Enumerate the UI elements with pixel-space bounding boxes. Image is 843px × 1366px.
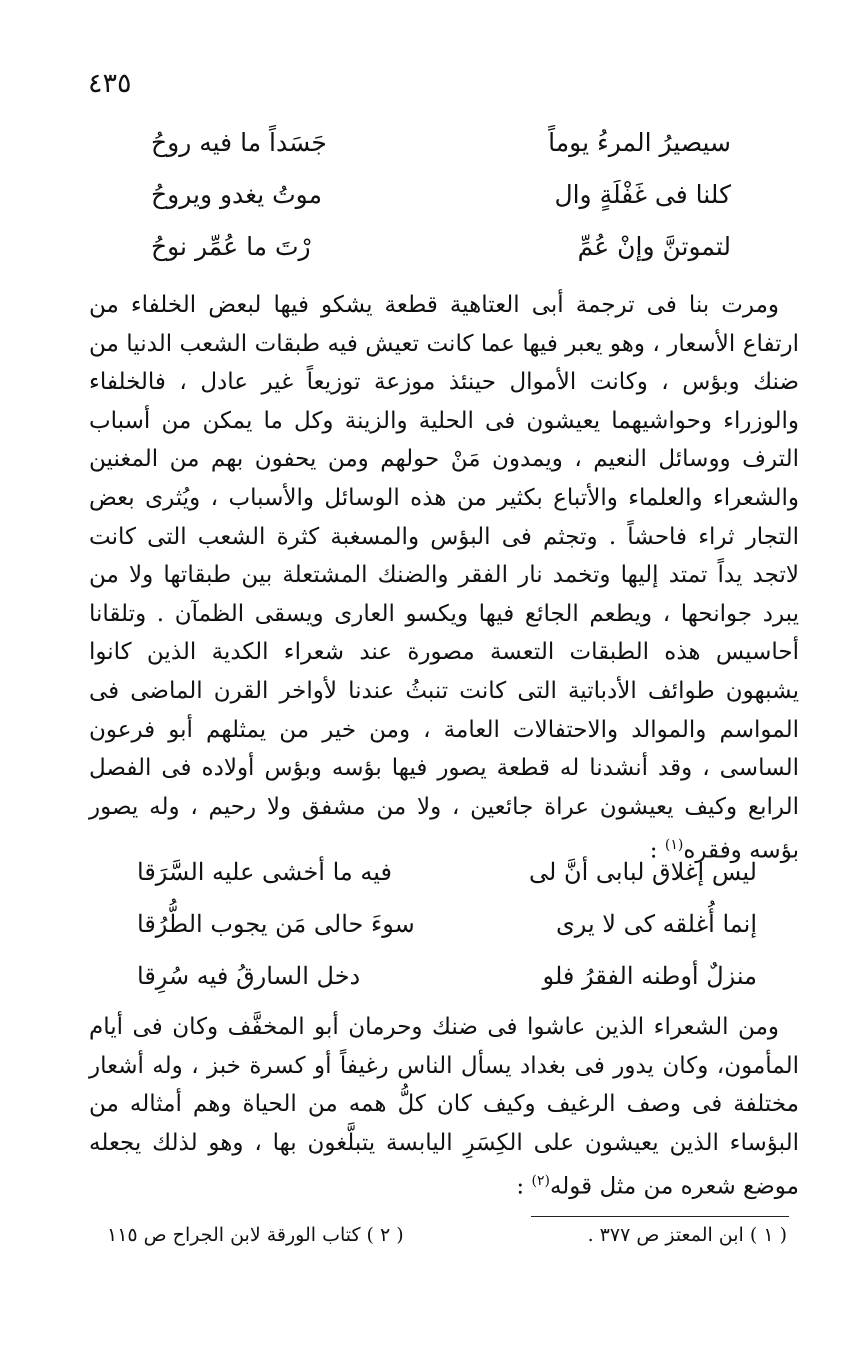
poem-2 xyxy=(137,858,757,1014)
hemistich-right: لتموتنَّ وإنْ عُمِّ xyxy=(577,232,731,261)
paragraph-2 xyxy=(89,1008,799,1207)
hemistich-right: ليس إغلاق لبابى أنَّ لى xyxy=(529,858,757,886)
paragraph-1-text xyxy=(89,286,799,871)
paragraph-2-text xyxy=(89,1008,799,1207)
footnotes xyxy=(107,1224,787,1254)
hemistich-right: كلنا فى غَفْلَةٍ وال xyxy=(554,180,731,209)
hemistich-left: فيه ما أخشى عليه السَّرَقا xyxy=(137,858,392,886)
footnote-ref-2: (٢) xyxy=(531,1173,550,1190)
poem2-verse-3 xyxy=(137,962,757,1014)
page-number: ٤٣٥ xyxy=(88,68,132,99)
poem1-verse-1 xyxy=(151,128,731,174)
footnote-divider xyxy=(531,1216,789,1217)
hemistich-right: منزلٌ أوطنه الفقرُ فلو xyxy=(542,962,757,990)
hemistich-right: إنما أُغلقه كى لا يرى xyxy=(555,910,757,938)
poem1-verse-2 xyxy=(151,180,731,226)
footnote-2: ( ٢ ) كتاب الورقة لابن الجراح ص ١١٥ xyxy=(107,1224,404,1246)
hemistich-left: موتُ يغدو ويروحُ xyxy=(151,180,322,209)
hemistich-left: سوءَ حالى مَن يجوب الطُّرُقا xyxy=(137,910,415,938)
paragraph-2-end: : xyxy=(516,1174,532,1201)
paragraph-1-body: ومرت بنا فى ترجمة أبى العتاهية قطعة يشكو فيها لبعض الخلفاء من ارتفاع الأسعار ، وهو يعبر فيها عما كانت تعيش فيه طبقات الشعب الدنيا من ضنك وبؤس ، وكانت الأموال حينئذ موزعة توزيعاً غير عادل ، فالخلفاء والوزراء وحواشيهما يعيشون فى الحلية والزينة وكل ما يمكن من أسباب الترف ووسائل النعيم ، ويمدون مَنْ حولهم ومن يحفون بهم من المغنين والشعراء والعلماء والأتباع بكثير من هذه الوسائل والأسباب ، ويُثرى بعض التجار ثراء فاحشاً . وتجثم فى البؤس والمسغبة كثرة الشعب التى كانت لاتجد يداً تمتد إليها وتخمد نار الفقر والضنك المشتعلة بين طبقاتها ولا من يبرد جوانحها ، ويطعم الجائع فيها ويكسو العارى ويسقى الظمآن . وتلقانا أحاسيس هذه الطبقات التعسة مصورة عند شعراء الكدية الذين كانوا يشبهون طوائف الأدباتية التى كانت تنبثُ عندنا لأواخر القرن الماضى فى المواسم والموالد والاحتفالات العامة ، ومن خير من يمثلهم أبو فرعون الساسى ، وقد أنشدنا له قطعة يصور فيها بؤسه وبؤس أولاده فى الفصل الرابع وكيف يعيشون عراة جائعين ، ولا من مشفق ولا رحيم ، وله يصور بؤسه وفقره xyxy=(89,292,799,864)
paragraph-1 xyxy=(89,286,799,871)
hemistich-left: جَسَداً ما فيه روحُ xyxy=(151,128,327,157)
paragraph-2-body: ومن الشعراء الذين عاشوا فى ضنك وحرمان أبو المخفَّف وكان فى أيام المأمون، وكان يدور فى بغداد يسأل الناس رغيفاً أو كسرة خبز ، وله أشعار مختلفة فى وصف الرغيف وكيف كان كلُّ همه من الحياة وهم أمثاله من البؤساء الذين يعيشون على الكِسَرِ اليابسة يتبلَّغون بها ، وهو لذلك يجعله موضع شعره من مثل قوله xyxy=(89,1014,799,1201)
poem2-verse-2 xyxy=(137,910,757,962)
poem2-verse-1 xyxy=(137,858,757,910)
poem1-verse-3 xyxy=(151,232,731,278)
hemistich-right: سيصيرُ المرءُ يوماً xyxy=(548,128,731,157)
hemistich-left: رْتَ ما عُمِّر نوحُ xyxy=(151,232,311,261)
footnote-ref-1: (١) xyxy=(664,837,684,854)
footnote-1: ( ١ ) ابن المعتز ص ٣٧٧ . xyxy=(587,1224,787,1246)
hemistich-left: دخل السارقُ فيه سُرِقا xyxy=(137,962,361,990)
paragraph-1-end: : xyxy=(649,837,665,864)
